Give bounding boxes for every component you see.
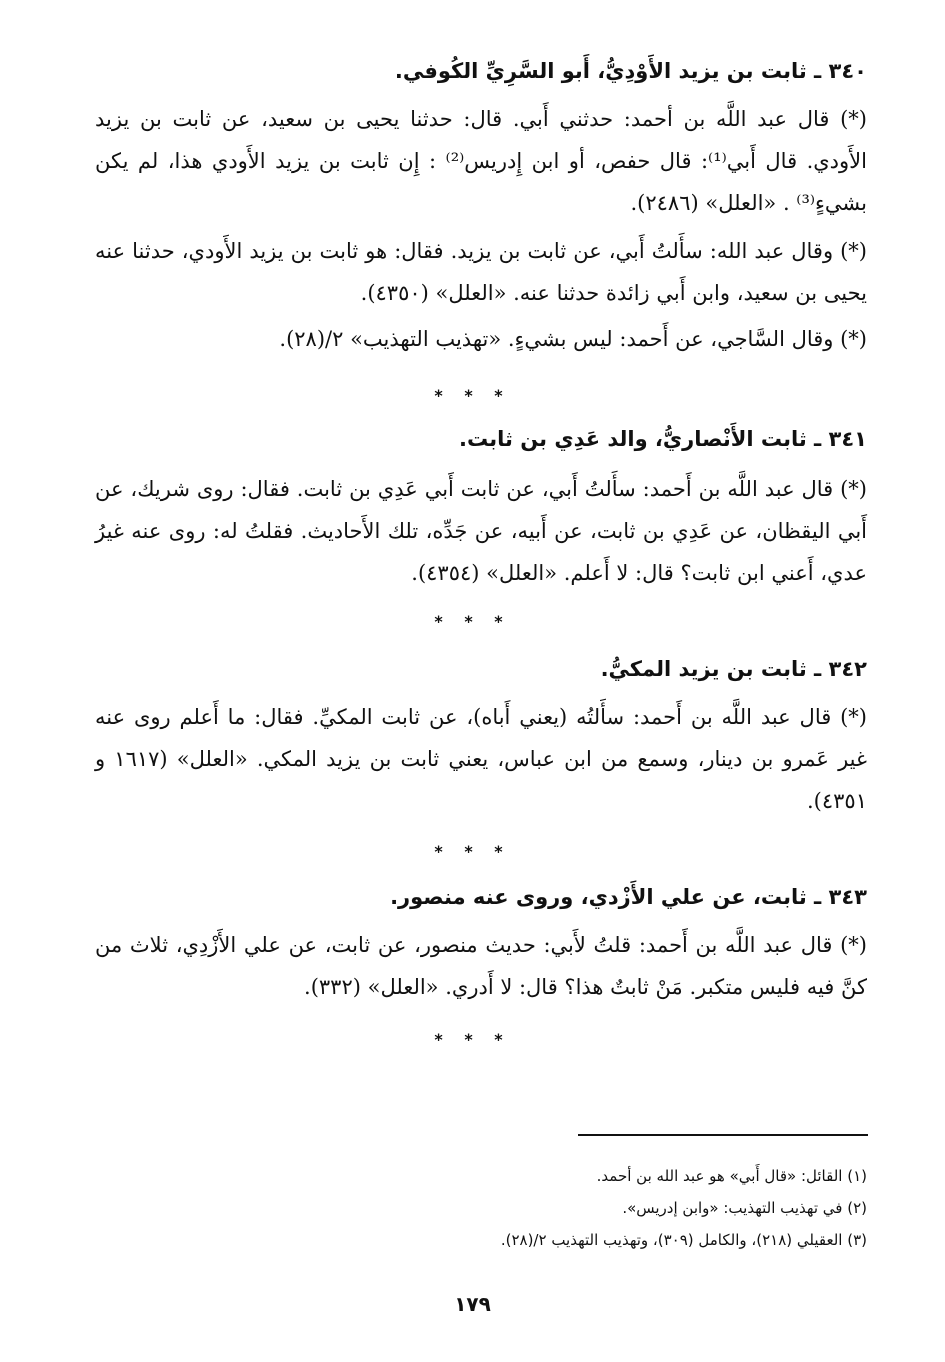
section-separator: * * * <box>434 386 511 405</box>
entry-body-341 <box>95 468 867 594</box>
paragraph: (*) قال عبد اللَّه بن أَحمد: قلتُ لأَبي: حديث منصور، عن ثابت، عن علي الأَزْدِي، ثلاث من كنَّ فيه فليس متكبر. مَنْ ثابتٌ هذا؟ قال: لا أَدري. «العلل» (٣٣٢). <box>95 933 867 999</box>
entry-body-340 <box>95 98 867 224</box>
entry-heading-340: ٣٤٠ ـ ثابت بن يزيد الأَوْدِيُّ، أَبو السَّرِيِّ الكُوفي. <box>394 59 867 83</box>
paragraph: (*) وقال عبد الله: سأَلتُ أَبي، عن ثابت بن يزيد. فقال: هو ثابت بن يزيد الأَودي، حدثنا عنه يحيى بن سعيد، وابن أَبي زائدة حدثنا عنه. «العلل» (٤٣٥٠). <box>95 239 867 305</box>
paragraph: (*) قال عبد اللَّه بن أَحمد: سأَلتُه (يعني أَباه)، عن ثابت المكيِّ. فقال: ما أَعلم روى عنه غير عَمرو بن دينار، وسمع من ابن عباس، يعني ثابت بن يزيد المكي. «العلل» (١٦١٧ و ٤٣٥١). <box>95 705 867 813</box>
page-number: ١٧٩ <box>454 1292 491 1316</box>
entry-body-340b <box>95 230 867 314</box>
footnote-2: (٢) في تهذيب التهذيب: «وابن إدريس». <box>622 1199 867 1217</box>
entry-heading-343: ٣٤٣ ـ ثابت، عن علي الأَزْدي، وروى عنه منصور. <box>390 885 867 909</box>
paragraph: (*) وقال السَّاجي، عن أَحمد: ليس بشيءٍ. «تهذيب التهذيب» ٢/(٢٨). <box>279 327 867 351</box>
paragraph: (*) قال عبد اللَّه بن أَحمد: سأَلتُ أَبي، عن ثابت أَبي عَدِي بن ثابت. فقال: روى شريك، عن أَبي اليقظان، عن عَدِي بن ثابت، عن أَبيه، عن جَدِّه، تلك الأَحاديث. فقلتُ له: روى عنه غيرُ عدي، أَعني ابن ثابت؟ قال: لا أَعلم. «العلل» (٤٣٥٤). <box>95 477 867 585</box>
section-separator: * * * <box>434 842 511 861</box>
paragraph: (*) قال عبد اللَّه بن أحمد: حدثني أَبي. قال: حدثنا يحيى بن سعيد، عن ثابت بن يزيد الأَودي. قال أَبي⁽¹⁾: قال حفص، أو ابن إِدريس⁽²⁾ : إِن ثابت بن يزيد الأَودي هذا، لم يكن بشيءٍ⁽³⁾ . «العلل» (٢٤٨٦). <box>95 107 867 215</box>
entry-heading-342: ٣٤٢ ـ ثابت بن يزيد المكيُّ. <box>600 657 867 681</box>
section-separator: * * * <box>434 612 511 631</box>
footnote-divider <box>578 1134 868 1136</box>
footnote-1: (١) القائل: «قال أَبي» هو عبد الله بن أحمد. <box>596 1167 867 1185</box>
entry-body-343 <box>95 924 867 1008</box>
footnotes <box>200 1160 867 1256</box>
entry-body-340c <box>95 318 867 360</box>
footnote-3: (٣) العقيلي (٢١٨)، والكامل (٣٠٩)، وتهذيب التهذيب ٢/(٢٨). <box>500 1231 867 1249</box>
entry-heading-341: ٣٤١ ـ ثابت الأَنْصاريُّ، والد عَدِي بن ثابت. <box>459 427 867 451</box>
entry-body-342 <box>95 696 867 822</box>
section-separator: * * * <box>434 1030 511 1049</box>
